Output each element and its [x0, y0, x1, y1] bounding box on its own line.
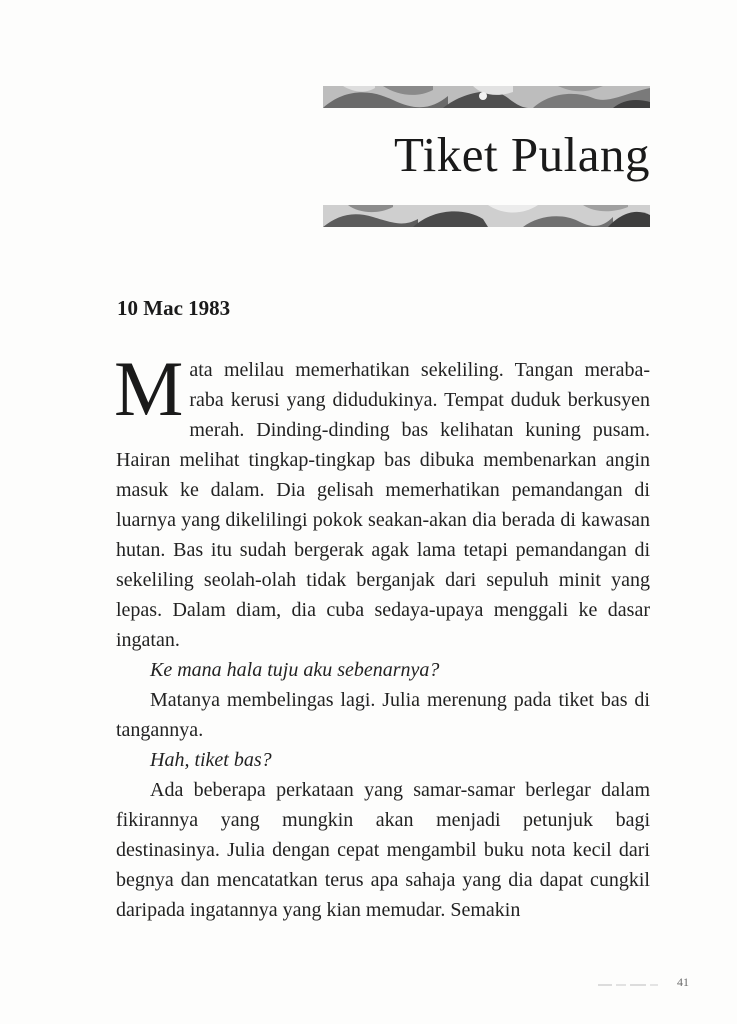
wave-pattern-top [323, 86, 650, 108]
paragraph-5: Ada beberapa perkataan yang samar-samar berlegar dalam fikirannya yang mungkin akan menjadi petunjuk bagi destinasinya. Julia dengan cepat mengambil buku nota kecil dari begnya dan mencatatkan terus apa sahaja yang dia dapat cungkil daripada ingatannya yang kian memudar. Semakin [116, 779, 650, 921]
chapter-banner-bottom [323, 205, 650, 227]
page-number: 41 [677, 975, 689, 989]
entry-date: 10 Mac 1983 [117, 296, 231, 320]
paragraph-3: Matanya membelingas lagi. Julia merenung pada tiket bas di tangannya. [116, 689, 650, 741]
chapter-banner-top [323, 86, 650, 108]
paragraph-thought-1: Ke mana hala tuju aku sebenarnya? [150, 659, 440, 681]
wave-pattern-bottom [323, 205, 650, 227]
paragraph-opening-text: ata melilau memerhatikan sekeliling. Tangan meraba-raba kerusi yang didudukinya. Tempat duduk berkusyen merah. Dinding-dinding bas kelihatan kuning pusam. Hairan melihat tingkap-tingkap bas dibuka membenarkan angin masuk ke dalam. Dia gelisah memerhatikan pemandangan di luarnya yang dikelilingi pokok seakan-akan dia berada di kawasan hutan. Bas itu sudah bergerak agak lama tetapi pemandangan di sekeliling seolah-olah tidak berganjak dari sepuluh minit yang lepas. Dalam diam, dia cuba sedaya-upaya menggali ke dasar ingatan. [116, 359, 650, 651]
drop-cap: M [114, 345, 184, 432]
footer-ornament [598, 982, 668, 988]
paragraph-thought-2: Hah, tiket bas? [150, 749, 272, 771]
chapter-title: Tiket Pulang [393, 127, 650, 182]
chapter-body [114, 345, 650, 925]
paragraph-opening [114, 345, 650, 655]
